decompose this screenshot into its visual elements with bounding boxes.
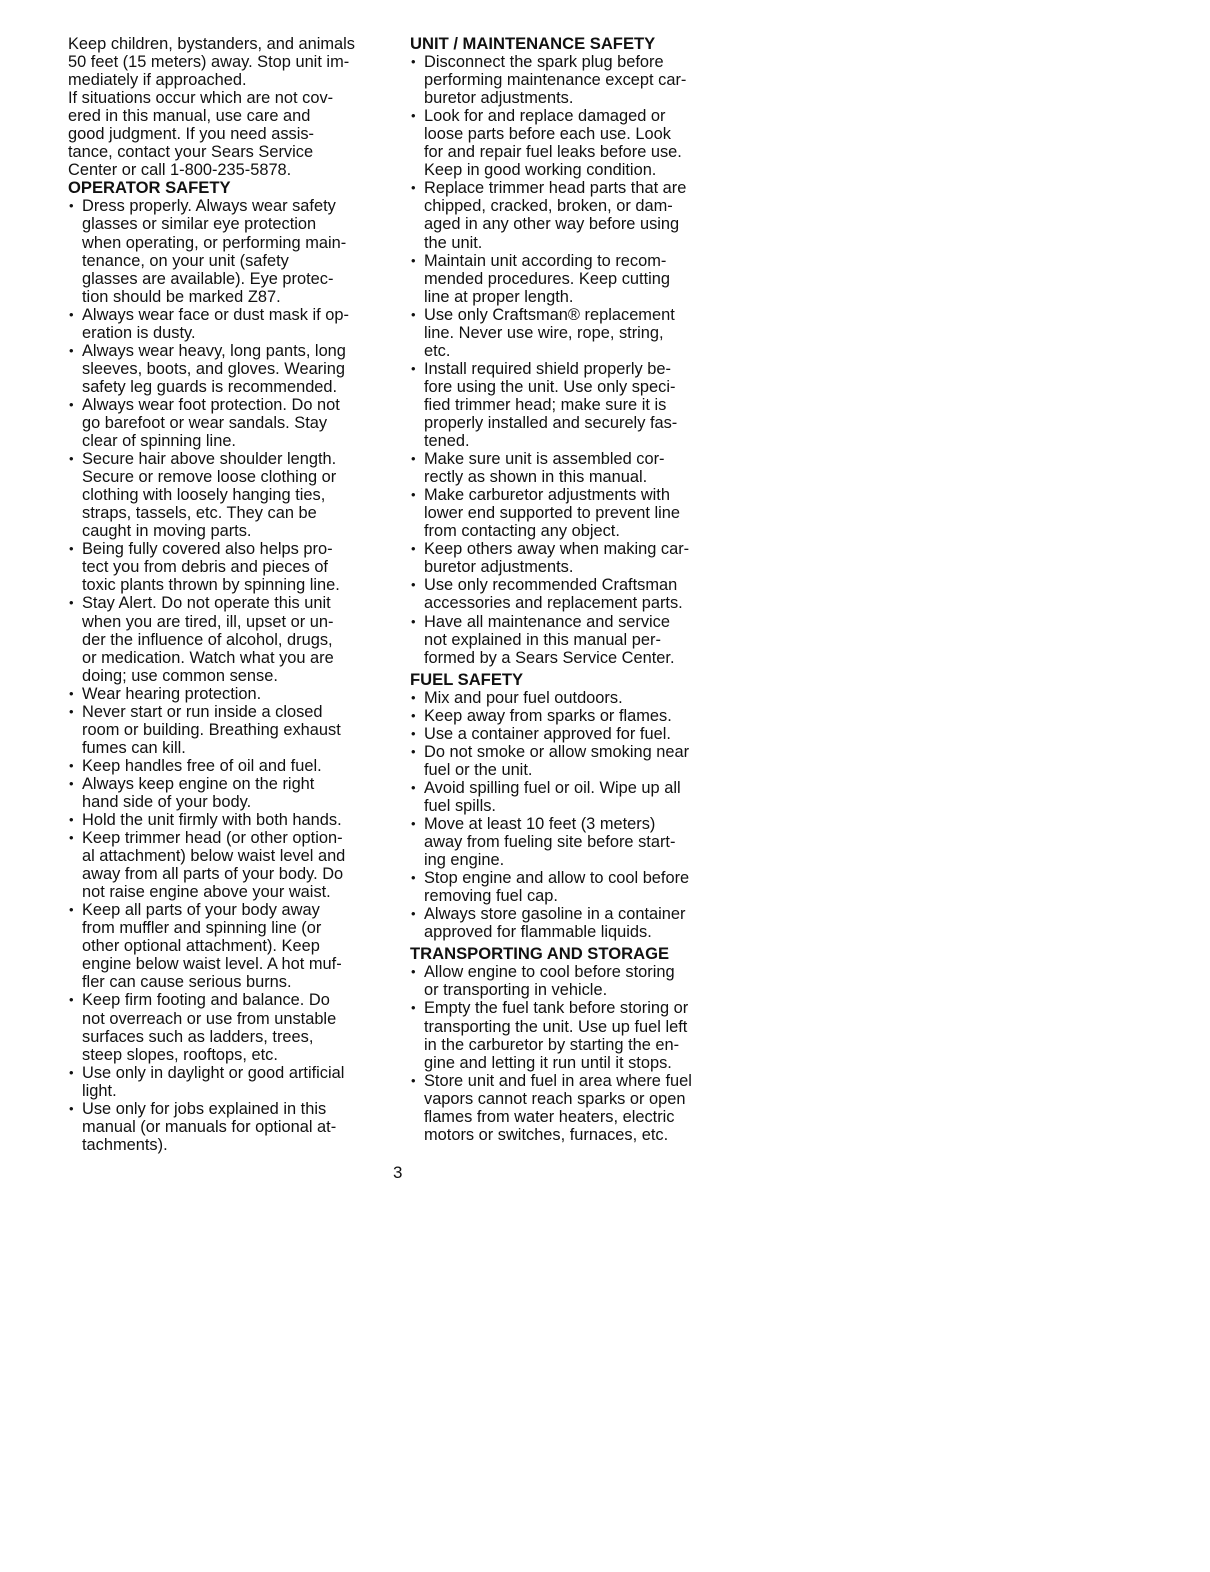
- bullet-text-line: • Keep handles free of oil and fuel.: [82, 756, 322, 775]
- intro-text-line: 50 feet (15 meters) away. Stop unit im-: [68, 53, 350, 72]
- bullet-text-line: • Maintain unit according to recom-: [424, 251, 667, 270]
- bullet-text-line: sleeves, boots, and gloves. Wearing: [82, 359, 346, 378]
- bullet-text-line: • Keep trimmer head (or other option-: [82, 829, 343, 848]
- bullet-text-line: in the carburetor by starting the en-: [424, 1035, 680, 1054]
- bullet-item: [410, 725, 730, 743]
- bullet-text-line: • Keep firm footing and balance. Do: [82, 991, 330, 1010]
- bullet-text-line: • Use only Craftsman® replacement: [424, 305, 675, 324]
- bullet-text-line: gine and letting it run until it stops.: [424, 1053, 672, 1072]
- bullet-text-line: line at proper length.: [424, 287, 574, 306]
- bullet-text-line: line. Never use wire, rope, string,: [424, 323, 664, 342]
- bullet-item: [68, 775, 386, 811]
- bullet-text-line: rectly as shown in this manual.: [424, 468, 648, 487]
- intro-text-line: good judgment. If you need assis-: [68, 125, 315, 144]
- bullet-item: [68, 594, 386, 684]
- bullet-text-line: al attachment) below waist level and: [82, 847, 346, 866]
- bullet-text-line: surfaces such as ladders, trees,: [82, 1027, 314, 1046]
- bullet-text-line: tenance, on your unit (safety: [82, 251, 289, 270]
- bullet-text-line: • Replace trimmer head parts that are: [424, 179, 687, 198]
- bullet-text-line: • Make carburetor adjustments with: [424, 486, 670, 505]
- bullet-text-line: loose parts before each use. Look: [424, 125, 671, 144]
- bullet-text-line: engine below waist level. A hot muf-: [82, 955, 342, 974]
- bullet-text-line: lower end supported to prevent line: [424, 504, 681, 523]
- bullet-text-line: caught in moving parts.: [82, 522, 252, 541]
- intro-text-line: tance, contact your Sears Service: [68, 143, 314, 162]
- bullet-text-line: away from all parts of your body. Do: [82, 865, 344, 884]
- bullet-text-line: glasses or similar eye protection: [82, 215, 317, 234]
- bullet-text-line: light.: [82, 1081, 117, 1100]
- bullet-item: [410, 707, 730, 725]
- intro-text-line: Keep children, bystanders, and animals: [68, 35, 356, 53]
- bullet-text-line: der the influence of alcohol, drugs,: [82, 630, 333, 649]
- bullet-text-line: removing fuel cap.: [424, 887, 558, 906]
- bullet-text-line: • Use only recommended Craftsman: [424, 576, 678, 595]
- bullet-item: [68, 306, 386, 342]
- bullet-text-line: • Disconnect the spark plug before: [424, 53, 664, 72]
- bullet-text-line: etc.: [424, 341, 451, 360]
- bullet-text-line: • Secure hair above shoulder length.: [82, 450, 337, 469]
- bullet-text-line: • Keep all parts of your body away: [82, 901, 320, 920]
- bullet-text-line: • Hold the unit firmly with both hands.: [82, 811, 342, 830]
- section-heading: OPERATOR SAFETY: [68, 178, 231, 198]
- bullet-text-line: from contacting any object.: [424, 522, 620, 541]
- bullet-item: [68, 901, 386, 991]
- bullet-text-line: or medication. Watch what you are: [82, 648, 334, 667]
- bullet-text-line: not explained in this manual per-: [424, 630, 661, 649]
- bullet-text-line: buretor adjustments.: [424, 89, 574, 108]
- bullet-item: [410, 450, 730, 486]
- bullet-text-line: clear of spinning line.: [82, 432, 236, 451]
- bullet-text-line: chipped, cracked, broken, or dam-: [424, 197, 673, 216]
- bullet-text-line: • Look for and replace damaged or: [424, 107, 666, 126]
- bullet-item: [410, 999, 730, 1071]
- bullet-text-line: • Wear hearing protection.: [82, 684, 262, 703]
- bullet-text-line: • Always wear foot protection. Do not: [82, 395, 340, 414]
- bullet-text-line: transporting the unit. Use up fuel left: [424, 1017, 688, 1036]
- bullet-item: [68, 757, 386, 775]
- bullet-text-line: • Always store gasoline in a container: [424, 905, 686, 924]
- bullet-text-line: tect you from debris and pieces of: [82, 558, 328, 577]
- bullet-item: [68, 450, 386, 540]
- page-number: 3: [393, 1163, 403, 1182]
- bullet-text-line: tened.: [424, 432, 470, 451]
- bullet-text-line: approved for flammable liquids.: [424, 923, 652, 942]
- bullet-item: [68, 1100, 386, 1154]
- bullet-item: [410, 360, 730, 450]
- right-column: [410, 35, 730, 1144]
- bullet-text-line: safety leg guards is recommended.: [82, 377, 338, 396]
- bullet-item: [410, 779, 730, 815]
- bullet-text-line: mended procedures. Keep cutting: [424, 269, 671, 288]
- bullet-item: [68, 703, 386, 757]
- bullet-text-line: manual (or manuals for optional at-: [82, 1117, 337, 1136]
- bullet-text-line: ing engine.: [424, 851, 505, 870]
- bullet-text-line: not overreach or use from unstable: [82, 1009, 337, 1028]
- bullet-text-line: • Allow engine to cool before storing: [424, 963, 675, 982]
- bullet-item: [410, 540, 730, 576]
- bullet-text-line: • Mix and pour fuel outdoors.: [424, 688, 623, 707]
- bullet-text-line: • Always wear face or dust mask if op-: [82, 305, 349, 324]
- bullet-item: [410, 613, 730, 667]
- bullet-list: [410, 689, 730, 942]
- bullet-text-line: fore using the unit. Use only speci-: [424, 377, 676, 396]
- bullet-text-line: when operating, or performing main-: [82, 233, 347, 252]
- section-heading: TRANSPORTING AND STORAGE: [410, 944, 670, 964]
- bullet-text-line: vapors cannot reach sparks or open: [424, 1089, 686, 1108]
- bullet-text-line: other optional attachment). Keep: [82, 937, 320, 956]
- bullet-item: [68, 197, 386, 305]
- bullet-text-line: Secure or remove loose clothing or: [82, 468, 337, 487]
- bullet-item: [68, 991, 386, 1063]
- bullet-text-line: eration is dusty.: [82, 323, 196, 342]
- bullet-list: [68, 197, 386, 1153]
- bullet-item: [68, 811, 386, 829]
- bullet-text-line: not raise engine above your waist.: [82, 883, 331, 902]
- bullet-item: [410, 743, 730, 779]
- bullet-text-line: • Always keep engine on the right: [82, 774, 315, 793]
- bullet-text-line: fuel spills.: [424, 796, 496, 815]
- bullet-text-line: • Use a container approved for fuel.: [424, 724, 671, 743]
- bullet-item: [410, 905, 730, 941]
- bullet-list: [410, 53, 730, 667]
- bullet-item: [410, 869, 730, 905]
- bullet-text-line: aged in any other way before using: [424, 215, 680, 234]
- bullet-item: [410, 53, 730, 107]
- bullet-text-line: clothing with loosely hanging ties,: [82, 486, 326, 505]
- bullet-text-line: fler can cause serious burns.: [82, 973, 292, 992]
- bullet-text-line: doing; use common sense.: [82, 666, 278, 685]
- bullet-item: [410, 1072, 730, 1144]
- bullet-item: [410, 252, 730, 306]
- bullet-text-line: • Have all maintenance and service: [424, 612, 670, 631]
- bullet-item: [68, 829, 386, 901]
- bullet-text-line: accessories and replacement parts.: [424, 594, 683, 613]
- bullet-item: [68, 1064, 386, 1100]
- bullet-text-line: • Being fully covered also helps pro-: [82, 540, 333, 559]
- bullet-text-line: go barefoot or wear sandals. Stay: [82, 413, 328, 432]
- bullet-text-line: • Move at least 10 feet (3 meters): [424, 815, 656, 834]
- bullet-text-line: • Empty the fuel tank before storing or: [424, 999, 689, 1018]
- bullet-text-line: • Do not smoke or allow smoking near: [424, 742, 690, 761]
- bullet-text-line: away from fueling site before start-: [424, 833, 676, 852]
- bullet-text-line: glasses are available). Eye protec-: [82, 269, 334, 288]
- intro-text-line: If situations occur which are not cov-: [68, 89, 334, 108]
- section-heading: UNIT / MAINTENANCE SAFETY: [410, 34, 656, 53]
- bullet-item: [410, 689, 730, 707]
- bullet-text-line: • Stay Alert. Do not operate this unit: [82, 594, 331, 613]
- bullet-text-line: or transporting in vehicle.: [424, 981, 608, 1000]
- bullet-text-line: • Stop engine and allow to cool before: [424, 869, 690, 888]
- bullet-text-line: • Use only in daylight or good artificial: [82, 1063, 345, 1082]
- bullet-text-line: Keep in good working condition.: [424, 161, 657, 180]
- bullet-text-line: motors or switches, furnaces, etc.: [424, 1125, 669, 1144]
- bullet-text-line: tion should be marked Z87.: [82, 287, 281, 306]
- bullet-list: [410, 963, 730, 1143]
- bullet-text-line: from muffler and spinning line (or: [82, 919, 322, 938]
- bullet-item: [68, 342, 386, 396]
- bullet-text-line: performing maintenance except car-: [424, 71, 687, 90]
- bullet-item: [410, 179, 730, 251]
- intro-text-line: ered in this manual, use care and: [68, 107, 311, 126]
- intro-text-line: Center or call 1-800-235-5878.: [68, 161, 292, 180]
- bullet-text-line: fied trimmer head; make sure it is: [424, 395, 667, 414]
- bullet-item: [410, 306, 730, 360]
- bullet-text-line: formed by a Sears Service Center.: [424, 648, 675, 667]
- bullet-text-line: room or building. Breathing exhaust: [82, 720, 341, 739]
- intro-text-line: mediately if approached.: [68, 71, 247, 90]
- bullet-item: [410, 576, 730, 612]
- bullet-item: [410, 107, 730, 179]
- bullet-text-line: • Install required shield properly be-: [424, 359, 671, 378]
- bullet-text-line: steep slopes, rooftops, etc.: [82, 1045, 278, 1064]
- bullet-text-line: • Always wear heavy, long pants, long: [82, 341, 346, 360]
- bullet-text-line: when you are tired, ill, upset or un-: [82, 612, 334, 631]
- bullet-text-line: • Dress properly. Always wear safety: [82, 197, 336, 216]
- bullet-item: [410, 486, 730, 540]
- bullet-text-line: fuel or the unit.: [424, 760, 533, 779]
- bullet-item: [410, 815, 730, 869]
- bullet-text-line: • Keep away from sparks or flames.: [424, 706, 672, 725]
- bullet-text-line: buretor adjustments.: [424, 558, 574, 577]
- bullet-text-line: • Make sure unit is assembled cor-: [424, 450, 665, 469]
- bullet-text-line: straps, tassels, etc. They can be: [82, 504, 317, 523]
- bullet-text-line: • Use only for jobs explained in this: [82, 1099, 327, 1118]
- bullet-text-line: • Never start or run inside a closed: [82, 702, 323, 721]
- bullet-text-line: • Keep others away when making car-: [424, 540, 690, 559]
- bullet-item: [410, 963, 730, 999]
- left-column: [68, 35, 386, 1154]
- bullet-text-line: tachments).: [82, 1135, 168, 1154]
- bullet-text-line: fumes can kill.: [82, 738, 186, 757]
- bullet-text-line: • Avoid spilling fuel or oil. Wipe up all: [424, 778, 681, 797]
- bullet-text-line: flames from water heaters, electric: [424, 1107, 675, 1126]
- bullet-text-line: properly installed and securely fas-: [424, 413, 678, 432]
- bullet-text-line: hand side of your body.: [82, 792, 252, 811]
- bullet-item: [68, 396, 386, 450]
- bullet-item: [68, 685, 386, 703]
- bullet-text-line: for and repair fuel leaks before use.: [424, 143, 682, 162]
- bullet-text-line: the unit.: [424, 233, 483, 252]
- bullet-text-line: toxic plants thrown by spinning line.: [82, 576, 340, 595]
- section-heading: FUEL SAFETY: [410, 669, 524, 689]
- bullet-item: [68, 540, 386, 594]
- bullet-text-line: • Store unit and fuel in area where fuel: [424, 1071, 692, 1090]
